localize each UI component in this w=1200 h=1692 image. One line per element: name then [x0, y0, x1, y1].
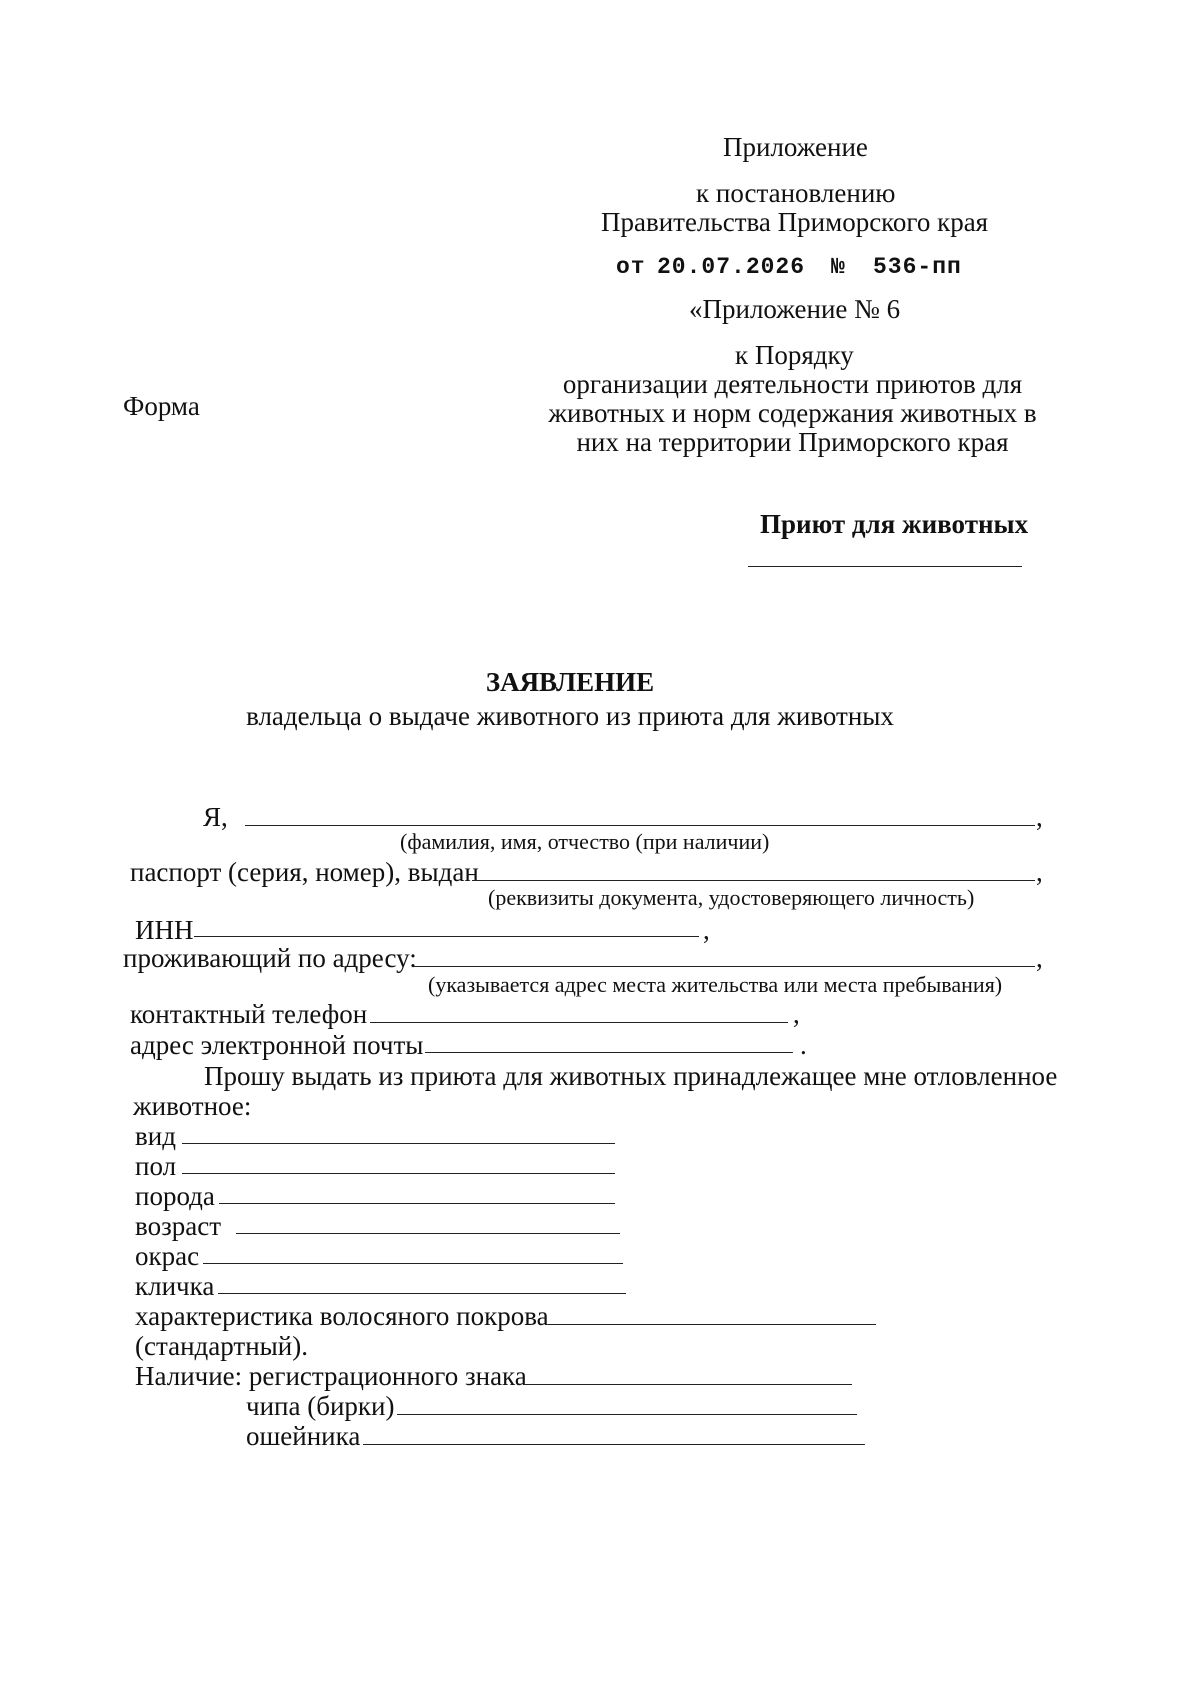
fio-comma: ,: [1036, 802, 1043, 832]
appendix-label: Приложение: [723, 132, 868, 162]
form-label: Форма: [123, 391, 200, 421]
color-label: окрас: [135, 1241, 200, 1271]
document-subtitle: владельца о выдаче животного из приюта для животных: [246, 701, 894, 731]
to-resolution-label: к постановлению: [696, 178, 896, 208]
email-period: .: [800, 1030, 807, 1060]
breed-line[interactable]: [219, 1203, 615, 1204]
chip-line[interactable]: [397, 1414, 857, 1415]
address-comma: ,: [1036, 943, 1043, 973]
color-line[interactable]: [203, 1263, 623, 1264]
inn-line[interactable]: [194, 936, 699, 937]
phone-comma: ,: [793, 999, 800, 1029]
coat-line[interactable]: [548, 1324, 876, 1325]
age-line[interactable]: [236, 1233, 620, 1234]
passport-comma: ,: [1036, 857, 1043, 887]
shelter-name-line: [748, 566, 1022, 567]
coat-label: характеристика волосяного покрова: [135, 1301, 549, 1331]
name-label: кличка: [135, 1271, 215, 1301]
inn-comma: ,: [703, 915, 710, 945]
address-hint: (указывается адрес места жительства или места пребывания): [428, 972, 1003, 997]
chip-label: чипа (бирки): [246, 1391, 395, 1421]
order-line-3: них на территории Приморского края: [576, 427, 1009, 457]
address-label: проживающий по адресу:: [123, 943, 417, 973]
coat-standard: (стандартный).: [135, 1331, 308, 1361]
resolution-number-sign: №: [831, 254, 846, 280]
resolution-date: 20.07.2026: [657, 254, 806, 280]
sex-label: пол: [135, 1151, 177, 1181]
to-order-label: к Порядку: [735, 340, 854, 370]
fio-hint: (фамилия, имя, отчество (при наличии): [400, 829, 770, 854]
request-line-2: животное:: [133, 1091, 252, 1121]
request-line-1: Прошу выдать из приюта для животных принадлежащее мне отловленное: [204, 1061, 1058, 1091]
breed-label: порода: [135, 1181, 215, 1211]
sex-line[interactable]: [182, 1173, 615, 1174]
i-label: Я,: [203, 802, 228, 832]
government-label: Правительства Приморского края: [601, 207, 989, 237]
species-line[interactable]: [182, 1143, 615, 1144]
email-line[interactable]: [425, 1052, 793, 1053]
passport-line[interactable]: [472, 880, 1035, 881]
appendix6-label: «Приложение № 6: [689, 294, 901, 324]
name-line[interactable]: [218, 1293, 626, 1294]
fio-line[interactable]: [245, 825, 1035, 826]
phone-label: контактный телефон: [130, 999, 368, 1029]
order-line-1: организации деятельности приютов для: [562, 369, 1023, 399]
species-label: вид: [135, 1121, 176, 1151]
passport-hint: (реквизиты документа, удостоверяющего личность): [488, 885, 975, 910]
order-line-2: животных и норм содержания животных в: [548, 398, 1037, 428]
document-title: ЗАЯВЛЕНИЕ: [485, 667, 655, 697]
resolution-date-prefix: от: [616, 254, 646, 280]
collar-label: ошейника: [246, 1421, 361, 1451]
presence-label: Наличие: регистрационного знака: [135, 1361, 527, 1391]
email-label: адрес электронной почты: [130, 1030, 424, 1060]
age-label: возраст: [135, 1211, 221, 1241]
passport-label: паспорт (серия, номер), выдан: [130, 857, 479, 887]
phone-line[interactable]: [370, 1022, 788, 1023]
registration-sign-line[interactable]: [524, 1384, 852, 1385]
collar-line[interactable]: [363, 1444, 865, 1445]
inn-label: ИНН: [135, 915, 194, 945]
resolution-number: 536-пп: [873, 254, 962, 280]
shelter-label: Приют для животных: [760, 509, 1029, 539]
address-line[interactable]: [413, 966, 1035, 967]
